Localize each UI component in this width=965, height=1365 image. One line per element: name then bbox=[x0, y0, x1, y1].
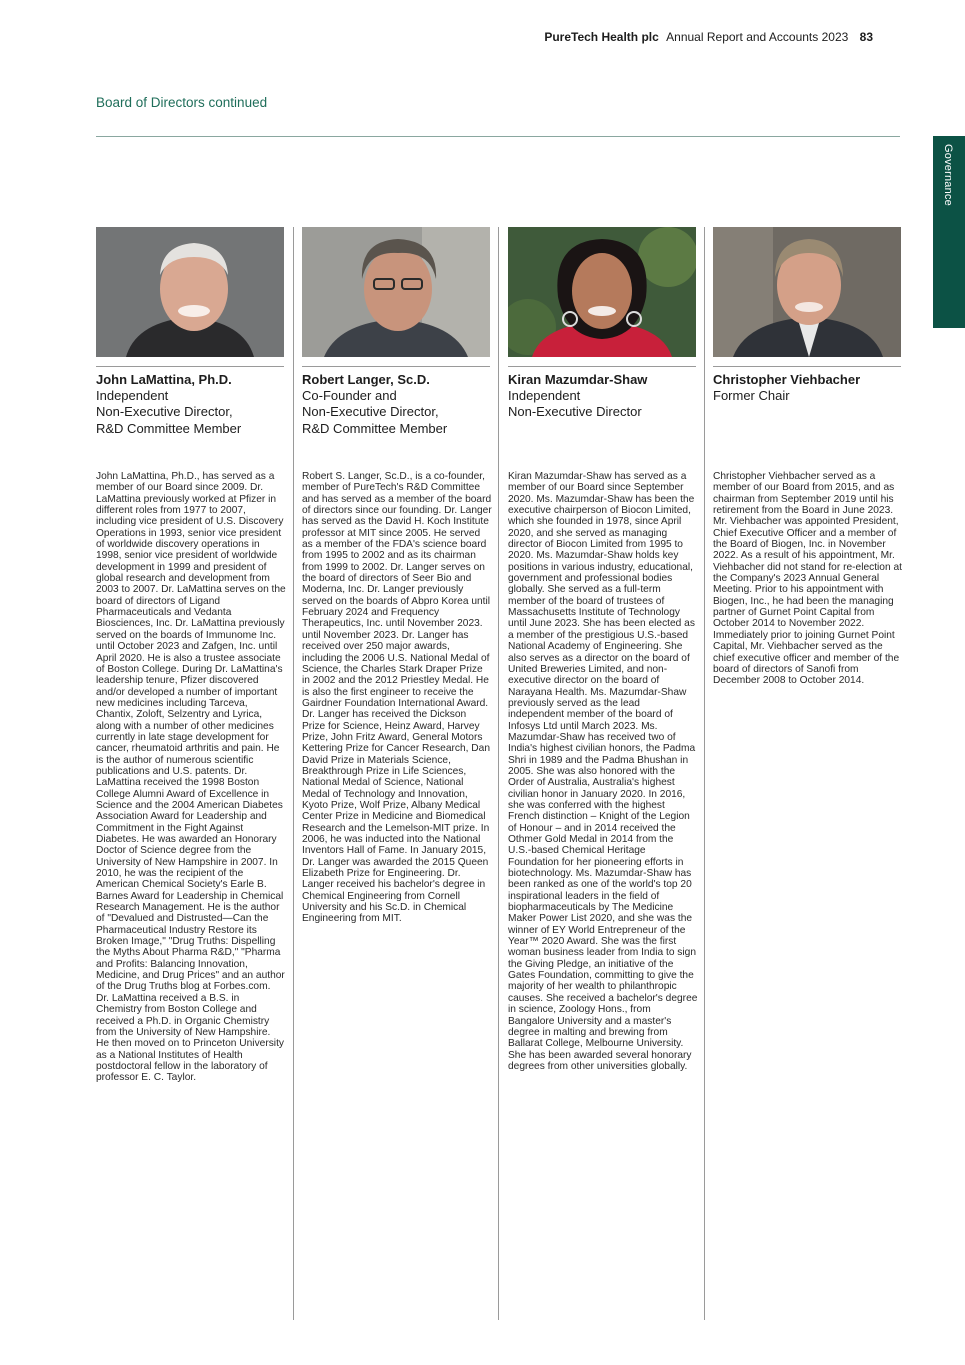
director-card-mazumdar-shaw bbox=[508, 227, 698, 1072]
column-divider bbox=[498, 227, 499, 1320]
name-divider bbox=[508, 366, 696, 367]
director-name: Robert Langer, Sc.D. bbox=[302, 372, 430, 387]
page-header bbox=[544, 30, 873, 44]
report-title: Annual Report and Accounts 2023 bbox=[666, 30, 849, 44]
name-divider bbox=[713, 366, 901, 367]
name-divider bbox=[96, 366, 284, 367]
side-tab-label: Governance bbox=[942, 144, 954, 206]
column-divider bbox=[293, 227, 294, 1320]
director-role: Co-Founder and Non-Executive Director, R&D Committee Member bbox=[302, 388, 448, 436]
section-title: Board of Directors continued bbox=[96, 95, 268, 110]
director-name: Christopher Viehbacher bbox=[713, 372, 861, 387]
director-bio: John LaMattina, Ph.D., has served as a member of our Board since 2009. Dr. LaMattina previously worked at Pfizer in different roles from 1977 to 2007, including vice president of U.S. Discovery Operations in 1993, senior vice president of worldwide discovery operations in 1998, senior vice president of worldwide development in 1999 and president of global research and development from 2003 to 2007. Dr. LaMattina serves on the board of directors of Ligand Pharmaceuticals and Vedanta Biosciences, Inc. Dr. LaMattina previously served on the boards of Immunome Inc. until October 2023 and Zafgen, Inc. until April 2020. He is also a trustee associate of Boston College. During Dr. LaMattina's leadership tenure, Pfizer discovered and/or developed a number of important new medicines including Tarceva, Chantix, Zoloft, Selzentry and Lyrica, along with a number of other medicines currently in late stage development for cancer, rheumatoid arthritis and pain. He is the author of numerous scientific publications and U.S. patents. Dr. LaMattina received the 1998 Boston College Alumni Award of Excellence in Science and the 2004 American Diabetes Association Award for Leadership and Commitment in the Fight Against Diabetes. He was awarded an Honorary Doctor of Science degree from the University of New Hampshire in 2007. In 2010, he was the recipient of the American Chemical Society's Earle B. Barnes Award for Leadership in Chemical Research Management. He is the author of "Devalued and Distrusted—Can the Pharmaceutical Industry Restore its Broken Image," "Drug Truths: Dispelling the Myths About Pharma R&D," "Pharma and Profits: Balancing Innovation, Medicine, and Drug Prices" and an author of the Drug Truths blog at Forbes.com. Dr. LaMattina received a B.S. in Chemistry from Boston College and received a Ph.D. in Organic Chemistry from the University of New Hampshire. He then moved on to Princeton University as a National Institutes of Health postdoctoral fellow in the laboratory of professor E. C. Taylor. bbox=[96, 471, 286, 1084]
director-card-lamattina bbox=[96, 227, 286, 1084]
side-section-tab[interactable] bbox=[933, 136, 965, 328]
name-divider bbox=[302, 366, 490, 367]
director-bio: Christopher Viehbacher served as a member of our Board from 2015, and as chairman from September 2019 until his retirement from the Board in June 2023. Mr. Viehbacher was appointed President, Chief Executive Officer and a member of the Board of Biogen, Inc. in November 2022. As a result of his appointment, Mr. Viehbacher did not stand for re-election at the Company's 2023 Annual General Meeting. Prior to his appointment with Biogen, Inc., he had been the managing partner of Gurnet Point Capital from October 2014 to November 2022. Immediately prior to joining Gurnet Point Capital, Mr. Viehbacher served as the chief executive officer and member of the board of directors of Sanofi from December 2008 to October 2014. bbox=[713, 471, 902, 687]
director-role: Independent Non-Executive Director bbox=[508, 388, 642, 420]
director-card-viehbacher bbox=[713, 227, 902, 687]
header-divider bbox=[96, 136, 900, 137]
director-photo bbox=[96, 227, 284, 357]
column-divider bbox=[704, 227, 705, 1320]
director-name: John LaMattina, Ph.D. bbox=[96, 372, 232, 387]
page-number: 83 bbox=[859, 30, 873, 44]
director-photo bbox=[508, 227, 696, 357]
director-bio: Kiran Mazumdar-Shaw has served as a member of our Board since September 2020. Ms. Mazumdar-Shaw has been the executive chairperson of Biocon Limited, which she founded in 1978, since April 2020, and she served as managing director of Biocon Limited from 1995 to 2020. Ms. Mazumdar-Shaw holds key positions in various industry, educational, government and professional bodies globally. She served as a full-term member of the board of trustees of Massachusetts Institute of Technology until June 2023. She has been elected as a member of the prestigious U.S.-based National Academy of Engineering. She also serves as a director on the board of United Breweries Limited, and non-executive director on the board of Narayana Health. Ms. Mazumdar-Shaw previously served as the lead independent member of the board of Infosys Ltd until March 2023. Ms. Mazumdar-Shaw has received two of India's highest civilian honors, the Padma Shri in 1989 and the Padma Bhushan in 2005. She was also honored with the Order of Australia, Australia's highest civilian honor in January 2020. In 2016, she was conferred with the highest French distinction – Knight of the Legion of Honour – and in 2014 received the Othmer Gold Medal in 2014 from the U.S.-based Chemical Heritage Foundation for her pioneering efforts in biotechnology. Ms. Mazumdar-Shaw has been ranked as one of the world's top 20 inspirational leaders in the field of biopharmaceuticals by The Medicine Maker Power List 2020, and she was the winner of EY World Entrepreneur of the Year™ 2020 Award. She was the first woman business leader from India to sign the Giving Pledge, an initiative of the Gates Foundation, committing to give the majority of her wealth to philanthropic causes. She received a bachelor's degree in science, Zoology Hons., from Bangalore University and a master's degree in malting and brewing from Ballarat College, Melbourne University. She has been awarded several honorary degrees from other universities globally. bbox=[508, 471, 698, 1072]
director-bio: Robert S. Langer, Sc.D., is a co-founder, member of PureTech's R&D Committee and has served as a member of the board of directors since our founding. Dr. Langer has served as the David H. Koch Institute professor at MIT since 2005. He served as a member of the FDA's science board from 1995 to 2002 and as its chairman from 1999 to 2002. Dr. Langer serves on the board of directors of Seer Bio and Moderna, Inc. Dr. Langer previously served on the boards of Abpro Korea until February 2024 and Frequency Therapeutics, Inc. until November 2023. until November 2023. Dr. Langer has received over 250 major awards, including the 2006 U.S. National Medal of Science, the Charles Stark Draper Prize in 2002 and the 2012 Priestley Medal. He is also the first engineer to receive the Gairdner Foundation International Award. Dr. Langer has received the Dickson Prize for Science, Heinz Award, Harvey Prize, John Fritz Award, General Motors Kettering Prize for Cancer Research, Dan David Prize in Materials Science, Breakthrough Prize in Life Sciences, National Medal of Science, National Medal of Technology and Innovation, Kyoto Prize, Wolf Prize, Albany Medical Center Prize in Medicine and Biomedical Research and the Lemelson-MIT prize. In 2006, he was inducted into the National Inventors Hall of Fame. In January 2015, Dr. Langer was awarded the 2015 Queen Elizabeth Prize for Engineering. Dr. Langer received his bachelor's degree in Chemical Engineering from Cornell University and his Sc.D. in Chemical Engineering from MIT. bbox=[302, 471, 492, 925]
director-photo bbox=[713, 227, 901, 357]
director-card-langer bbox=[302, 227, 492, 925]
company-name: PureTech Health plc bbox=[544, 30, 659, 44]
director-role: Former Chair bbox=[713, 388, 790, 403]
director-photo bbox=[302, 227, 490, 357]
director-name: Kiran Mazumdar-Shaw bbox=[508, 372, 648, 387]
director-role: Independent Non-Executive Director, R&D Committee Member bbox=[96, 388, 242, 436]
